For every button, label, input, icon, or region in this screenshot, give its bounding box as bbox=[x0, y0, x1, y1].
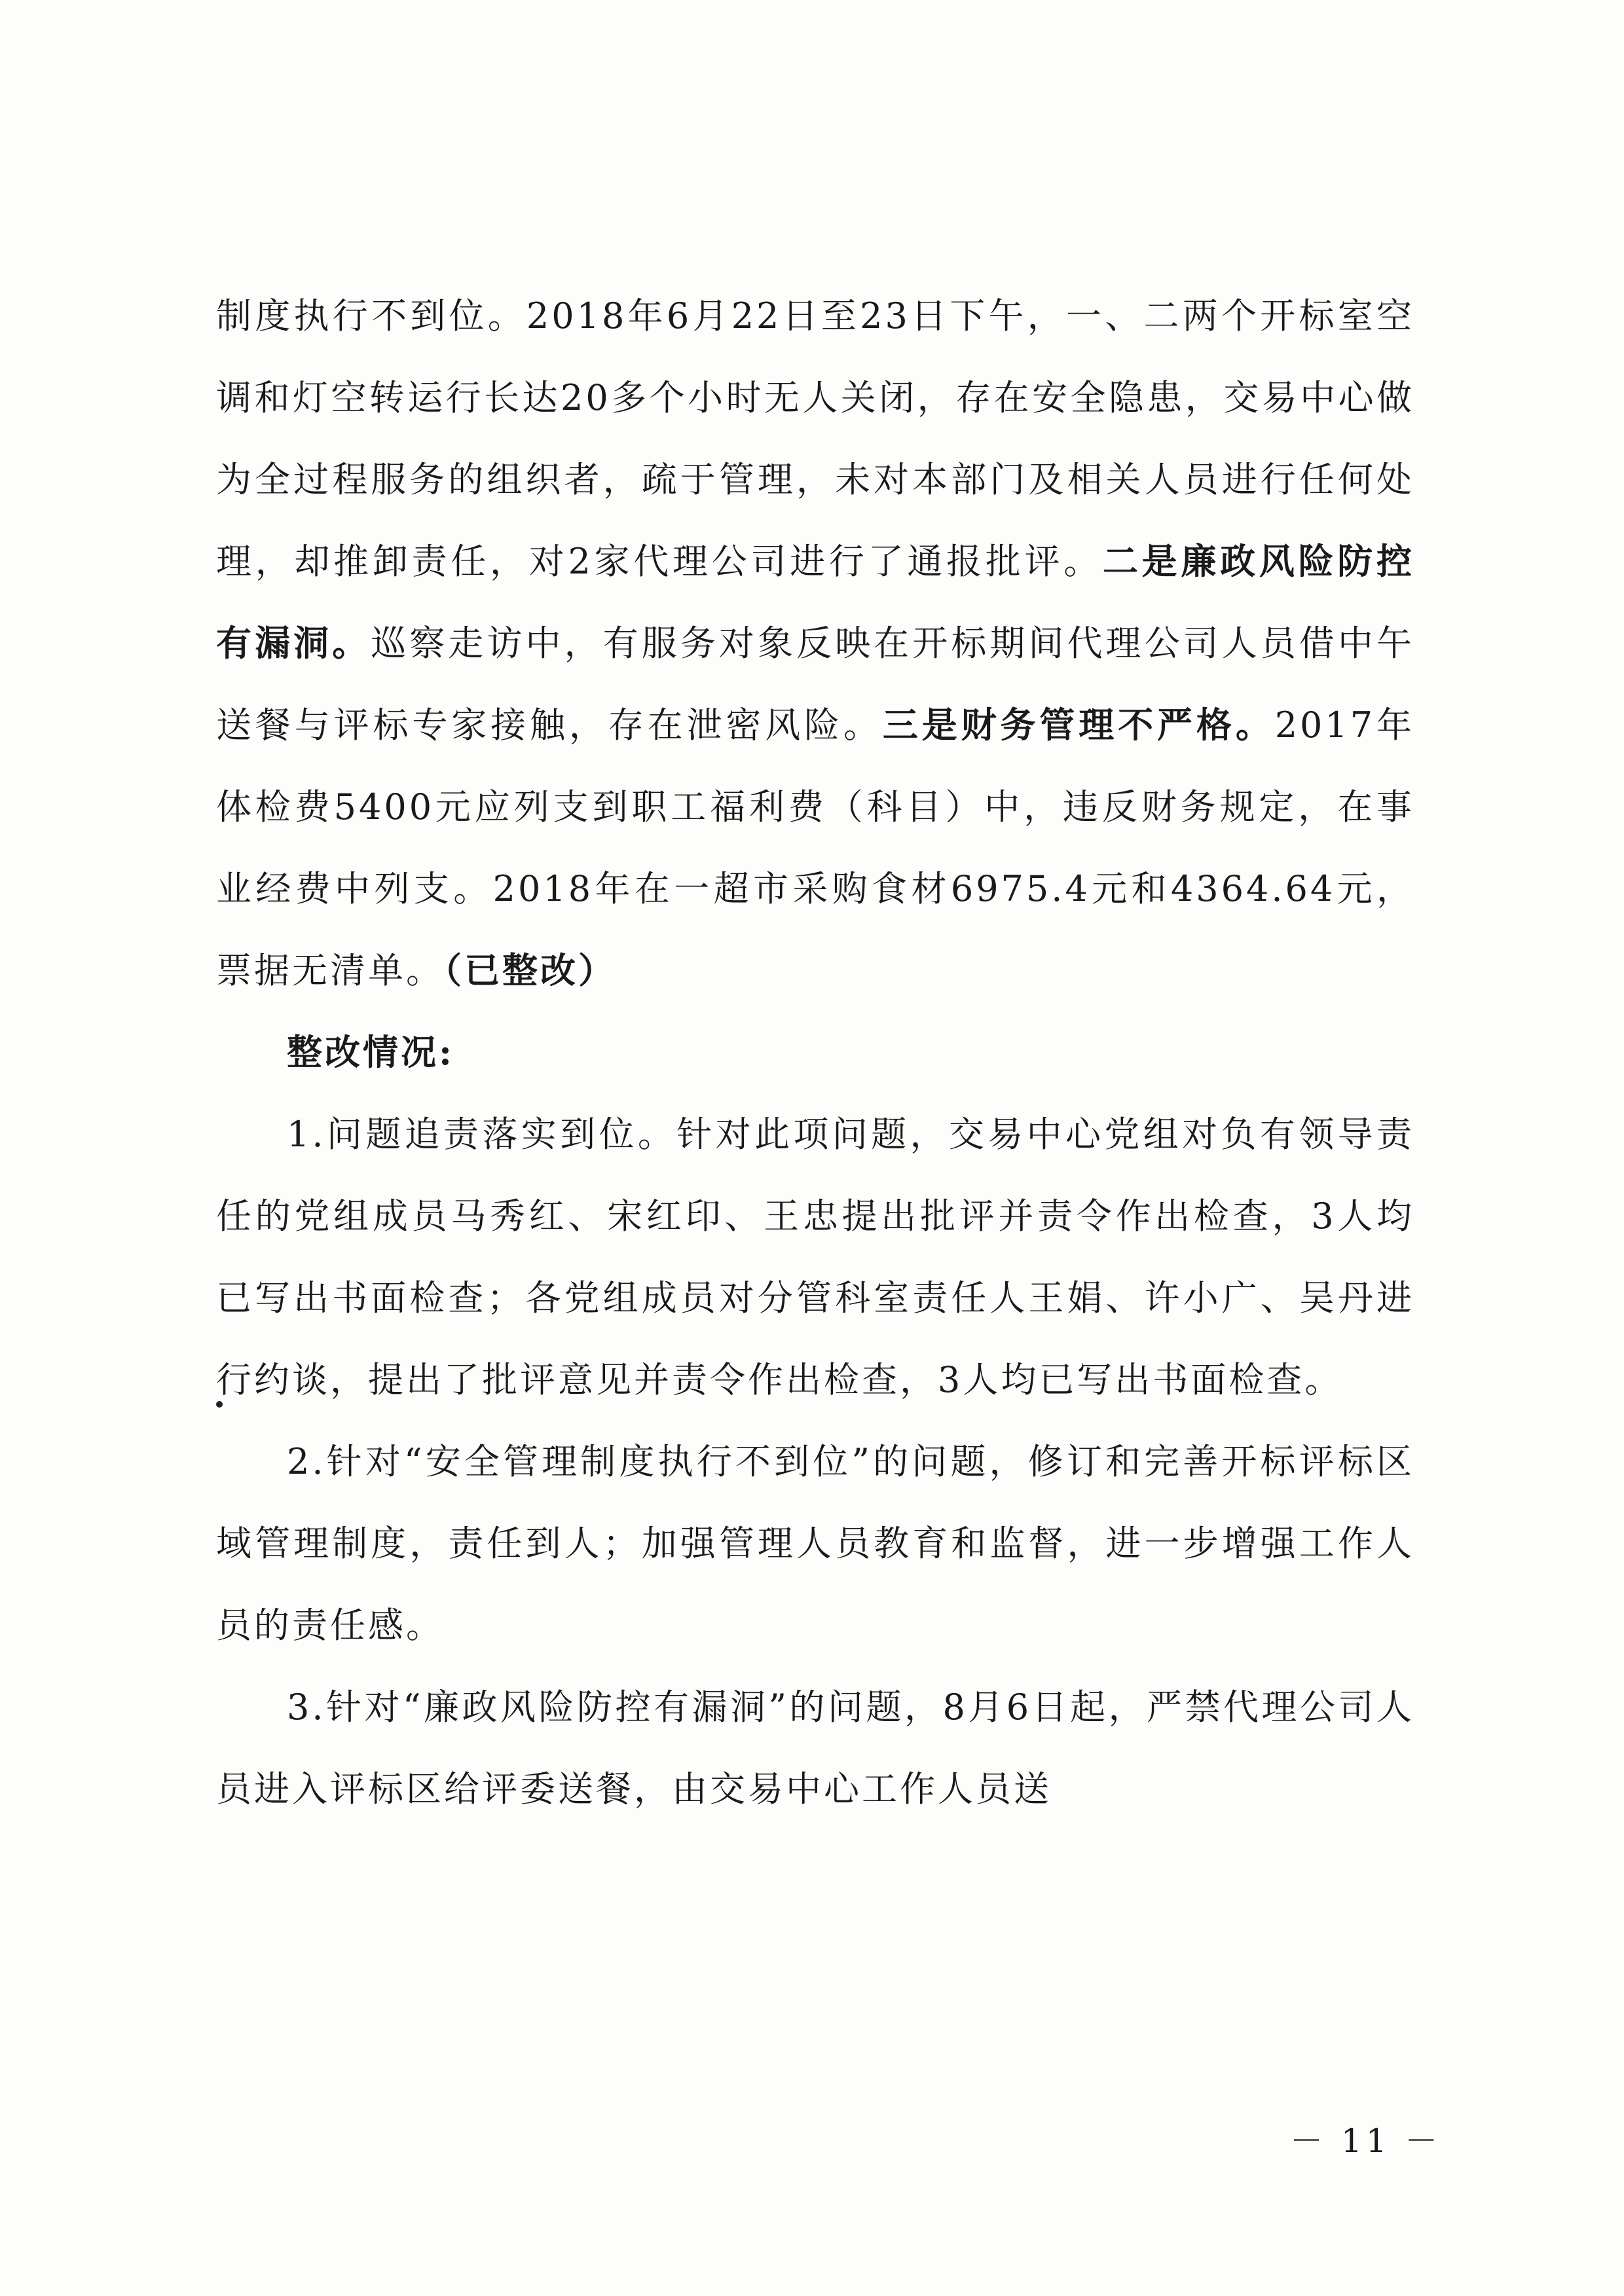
rectification-item-2: 2.针对“安全管理制度执行不到位”的问题，修订和完善开标评标区域管理制度，责任到人；加强管理人员教育和监督，进一步增强工作人员的责任感。 bbox=[216, 1441, 1414, 1646]
section-heading: 整改情况: bbox=[287, 1031, 454, 1073]
finding-two-text: 巡察走访中，有服务对象反映在开标期间代理公司人员借中午送餐与评标专家接触，存在泄密风险。 bbox=[216, 623, 1415, 746]
paragraph-findings bbox=[216, 275, 1414, 1011]
document-body bbox=[216, 275, 1414, 1830]
finding-three-text: 2017年体检费5400元应列支到职工福利费（科目）中，违反财务规定，在事业经费中列支。2018年在一超市采购食材6975.4元和4364.64元，票据无清单。 bbox=[216, 704, 1415, 991]
rectified-status: （已整改） bbox=[444, 949, 616, 991]
finding-two-heading: 二是廉政风险防控有漏洞。 bbox=[216, 540, 1415, 664]
rectification-item-1: 1.问题追责落实到位。针对此项问题，交易中心党组对负有领导责任的党组成员马秀红、宋红印、王忠提出批评并责令作出检查，3人均已写出书面检查；各党组成员对分管科室责任人王娟、许小广、吴丹进行约谈，提出了批评意见并责令作出检查，3人均已写出书面检查。 bbox=[216, 1114, 1414, 1400]
page-number: － 11 － bbox=[1290, 2122, 1442, 2160]
finding-one-text: 制度执行不到位。2018年6月22日至23日下午，一、二两个开标室空调和灯空转运行长达20多个小时无人关闭，存在安全隐患，交易中心做为全过程服务的组织者，疏于管理，未对本部门及相关人员进行任何处理，却推卸责任，对2家代理公司进行了通报批评。 bbox=[216, 295, 1414, 582]
scan-speck bbox=[216, 1401, 223, 1408]
finding-three-heading: 三是财务管理不严格。 bbox=[882, 704, 1275, 746]
rectification-item-3: 3.针对“廉政风险防控有漏洞”的问题，8月6日起，严禁代理公司人员进入评标区给评委送餐，由交易中心工作人员送 bbox=[216, 1686, 1414, 1810]
